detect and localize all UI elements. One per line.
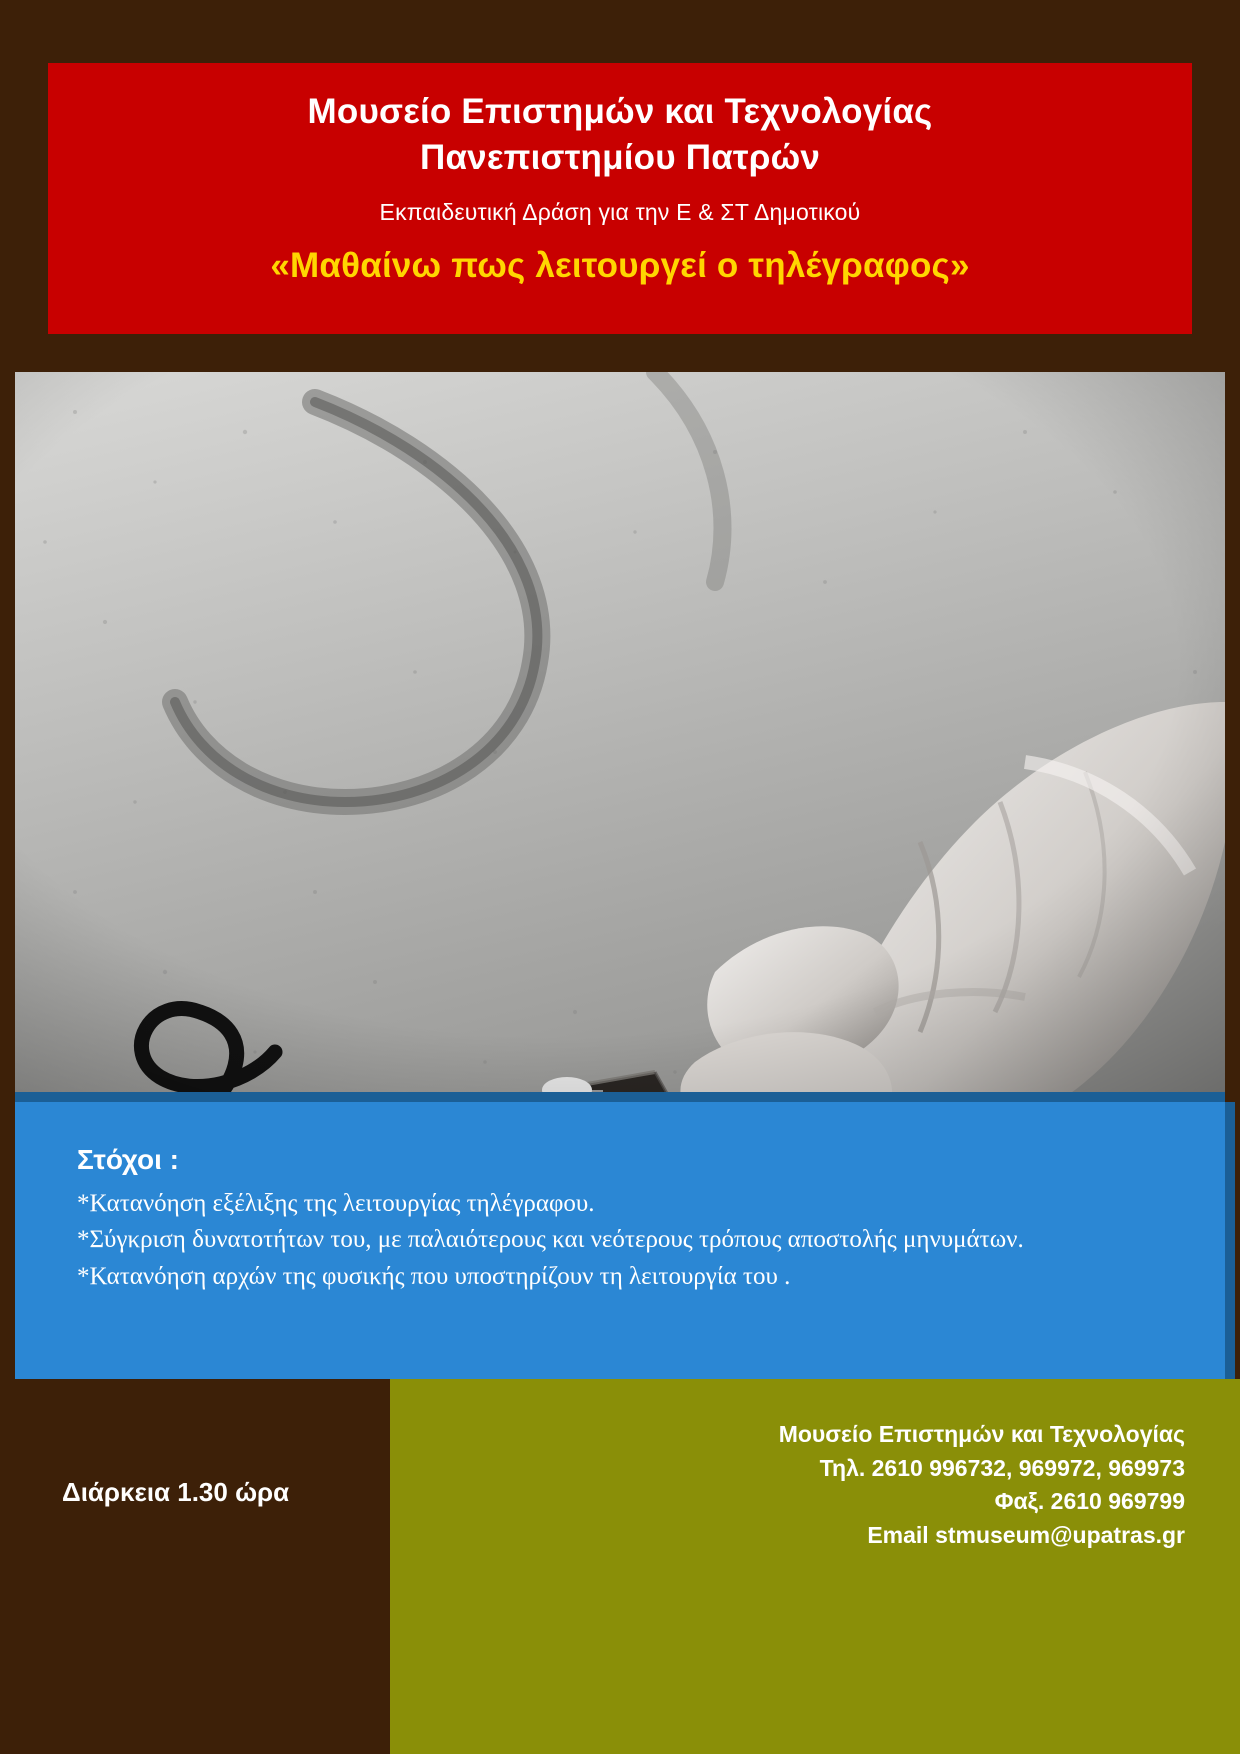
contact-info: [779, 1418, 1185, 1552]
objective-item-3: *Κατανόηση αρχών της φυσικής που υποστηρίζουν τη λειτουργία του .: [77, 1262, 791, 1290]
footer-left-block: [0, 1379, 390, 1754]
telegraph-key-icon: [15, 372, 1225, 1102]
objectives-title: Στόχοι :: [77, 1144, 180, 1175]
objective-item-1: *Κατανόηση εξέλιξης της λειτουργίας τηλέγραφου.: [77, 1190, 595, 1217]
objective-item-2: *Σύγκριση δυνατοτήτων του, με παλαιότερους και νεότερους τρόπους αποστολής μηνυμάτων.: [77, 1226, 1024, 1254]
panel-right-shadow: [1225, 1102, 1235, 1379]
contact-fax: Φαξ. 2610 969799: [994, 1488, 1185, 1515]
contact-email: Email stmuseum@upatras.gr: [867, 1521, 1185, 1548]
museum-title-line2: Πανεπιστημίου Πατρών: [419, 138, 821, 178]
duration-label: Διάρκεια 1.30 ώρα: [62, 1477, 290, 1507]
panel-top-shadow: [15, 1092, 1225, 1102]
contact-museum-name: Μουσείο Επιστημών και Τεχνολογίας: [778, 1421, 1185, 1447]
activity-title: «Μαθαίνω πως λειτουργεί ο τηλέγραφος»: [270, 246, 970, 286]
telegraph-photo: [15, 372, 1225, 1102]
contact-phone: Τηλ. 2610 996732, 969972, 969973: [819, 1454, 1185, 1481]
museum-title-line1: Μουσείο Επιστημών και Τεχνολογίας: [307, 92, 933, 131]
objectives-panel: [15, 1102, 1225, 1379]
header-subtitle: Εκπαιδευτική Δράση για την Ε & ΣΤ Δημοτικού: [379, 199, 861, 226]
header-banner: [48, 63, 1192, 334]
